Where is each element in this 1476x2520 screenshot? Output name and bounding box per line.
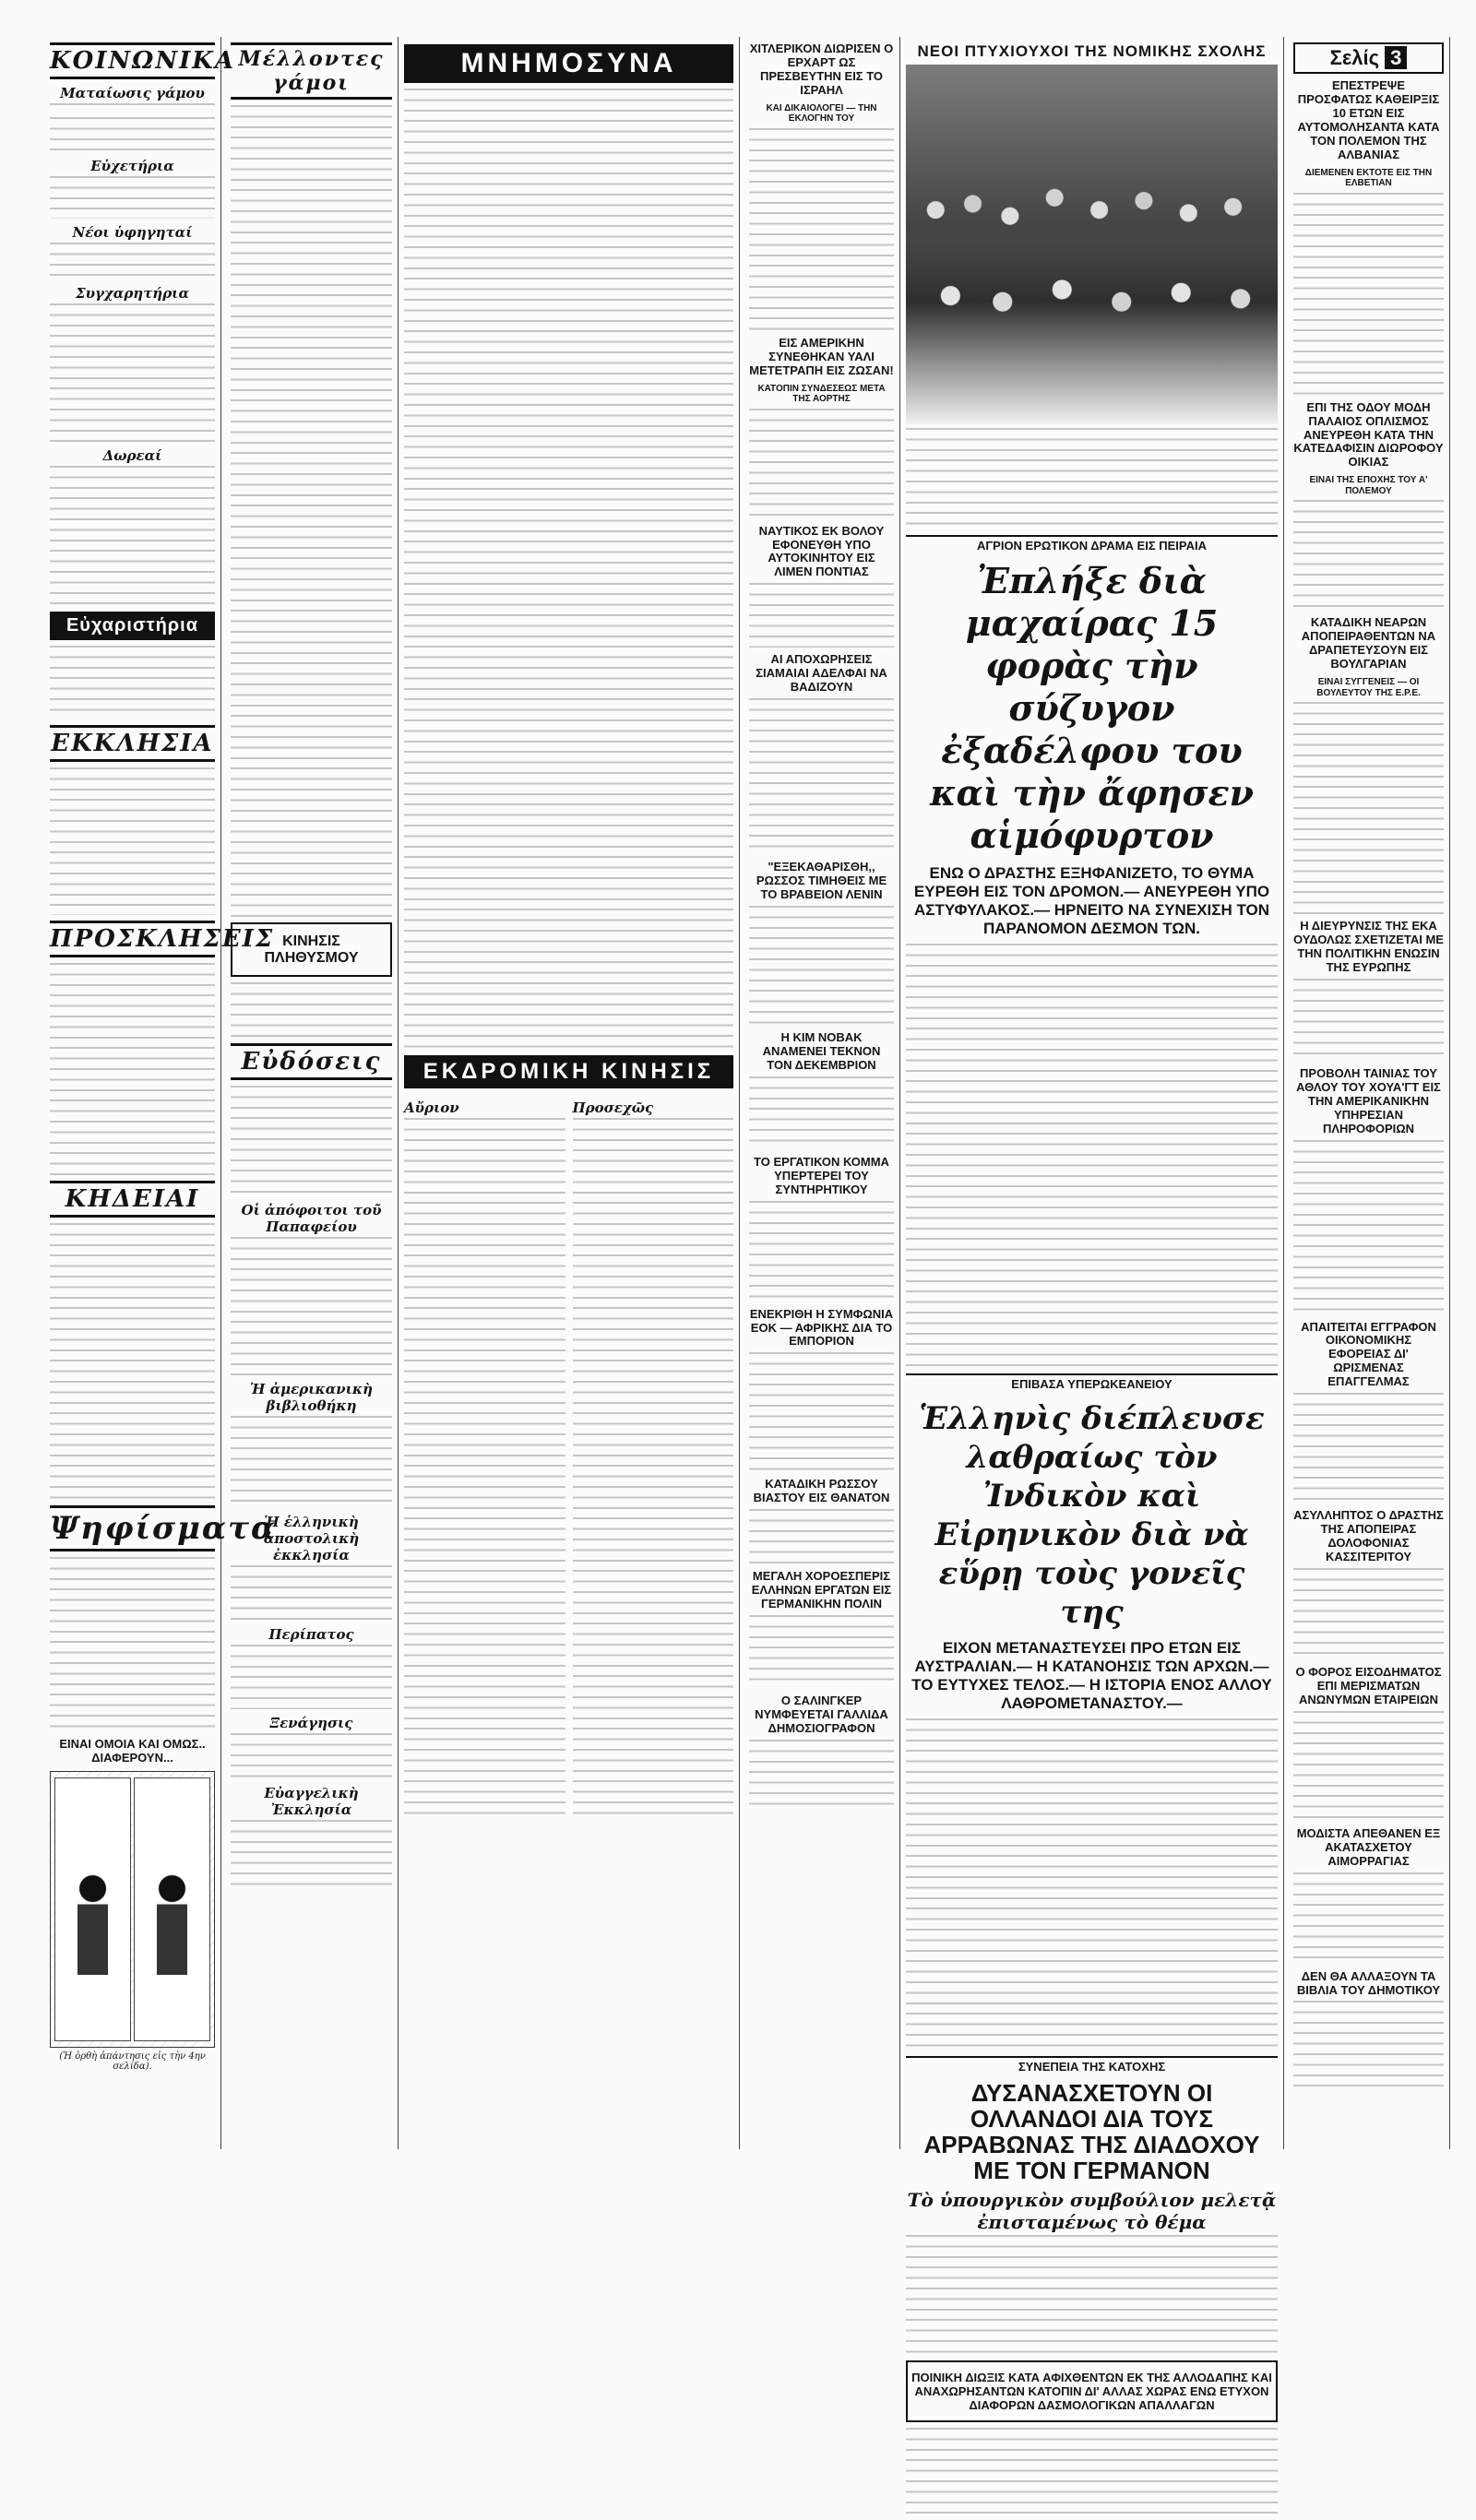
- headline-lenin-prize: "ΕΞΕΚΑΘΑΡΙΣΘΗ,, ΡΩΣΣΟΣ ΤΙΜΗΘΕΙΣ ΜΕ ΤΟ ΒΡΑΒΕΙΟΝ ΛΕΝΙΝ: [756, 860, 887, 901]
- body-text: [749, 1352, 894, 1472]
- heading-greetings: Εὐχετήρια: [90, 158, 174, 175]
- body-text: [1293, 1711, 1444, 1822]
- headline-death-sentence: ΚΑΤΑΔΙΚΗ ΡΩΣΣΟΥ ΒΙΑΣΤΟΥ ΕΙΣ ΘΑΝΑΤΟΝ: [753, 1477, 890, 1505]
- body-text: [50, 963, 215, 1175]
- page-number-box: [1293, 42, 1444, 74]
- headline-eec: ΕΝΕΚΡΙΘΗ Η ΣΥΜΦΩΝΙΑ ΕΟΚ — ΑΦΡΙΚΗΣ ΔΙΑ ΤΟ ΕΜΠΟΡΙΟΝ: [749, 1306, 894, 1349]
- cartoon-title: ΕΙΝΑΙ ΟΜΟΙΑ ΚΑΙ ΟΜΩΣ.. ΔΙΑΦΕΡΟΥΝ...: [59, 1737, 206, 1765]
- body-text: [404, 1118, 565, 1819]
- body-text: [231, 982, 392, 1038]
- body-text: [906, 944, 1278, 1368]
- body-text: [749, 906, 894, 1026]
- body-text: [50, 117, 215, 152]
- section-thanks: Εὐχαριστήρια: [50, 612, 215, 640]
- column-weddings: [225, 37, 399, 2149]
- body-text: [50, 243, 215, 279]
- body-text: [50, 303, 215, 442]
- body-text: [1293, 1872, 1444, 1965]
- headline-bulgaria: ΚΑΤΑΔΙΚΗ ΝΕΑΡΩΝ ΑΠΟΠΕΙΡΑΘΕΝΤΩΝ ΝΑ ΔΡΑΠΕΤΕΥΣΟΥΝ ΕΙΣ ΒΟΥΛΓΑΡΙΑΝ: [1301, 615, 1436, 672]
- headline-stowaway: Ἑλληνὶς διέπλευσε λαθραίως τὸν Ἰνδικὸν καὶ Εἰρηνικὸν διὰ νὰ εὕρῃ τοὺς γονεῖς της: [919, 1400, 1265, 1632]
- body-text: [231, 1645, 392, 1709]
- heading-upcoming: Προσεχῶς: [572, 1100, 654, 1116]
- box-customs: [906, 2360, 1278, 2422]
- body-text: [906, 1718, 1278, 2050]
- excursions-tomorrow: [404, 1094, 565, 1823]
- body-text: [749, 128, 894, 331]
- section-church: ΕΚΚΛΗΣΙΑ: [50, 725, 215, 762]
- body-text: [749, 1615, 894, 1689]
- headline-dutch: ΔΥΣΑΝΑΣΧΕΤΟΥΝ ΟΙ ΟΛΛΑΝΔΟΙ ΔΙΑ ΤΟΥΣ ΑΡΡΑΒΩΝΑΣ ΤΗΣ ΔΙΑΔΟΧΟΥ ΜΕ ΤΟΝ ΓΕΡΜΑΝΟΝ: [923, 2079, 1260, 2185]
- body-text: [749, 1509, 894, 1564]
- heading-donations: Δωρεαί: [102, 447, 162, 465]
- section-funerals: ΚΗΔΕΙΑΙ: [50, 1181, 215, 1218]
- body-text: [50, 1223, 215, 1500]
- headline-america: ΕΙΣ ΑΜΕΡΙΚΗΝ ΣΥΝΕΘΗΚΑΝ ΥΑΛΙ ΜΕΤΕΤΡΑΠΗ ΕΙΣ ΖΩΣΑΝ!: [749, 335, 894, 377]
- body-text: [50, 1557, 215, 1732]
- graduates-photo: [906, 65, 1278, 424]
- body-text: [906, 2235, 1278, 2355]
- column-memorials: [399, 37, 740, 2149]
- headline-labour: ΤΟ ΕΡΓΑΤΙΚΟΝ ΚΟΜΜΑ ΥΠΕΡΤΕΡΕΙ ΤΟΥ ΣΥΝΤΗΡΗΤΙΚΟΥ: [754, 1154, 889, 1196]
- column-main: [900, 37, 1284, 2413]
- column-right: [1288, 37, 1450, 2149]
- section-population: [231, 922, 392, 977]
- page-label: Σελίς: [1329, 46, 1380, 69]
- body-text: [1293, 1140, 1444, 1315]
- subhead-erhardt: ΚΑΙ ΔΙΚΑΙΟΛΟΓΕΙ — ΤΗΝ ΕΚΛΟΓΗΝ ΤΟΥ: [766, 102, 877, 125]
- body-text: [231, 105, 392, 917]
- body-text: [1293, 979, 1444, 1062]
- body-text: [749, 1740, 894, 1813]
- page-number: 3: [1385, 46, 1407, 69]
- body-text: [906, 2428, 1278, 2520]
- body-text: [404, 89, 733, 1048]
- section-koinonika: ΚΟΙΝΩΝΙΚΑ: [50, 42, 215, 79]
- cartoon-caption: (Ἡ ὀρθὴ ἀπάντησις εἰς τὴν 4ην σελίδα).: [59, 2051, 206, 2073]
- body-text: [50, 176, 215, 219]
- heading-population-movement: ΚΙΝΗΣΙΣ ΠΛΗΘΥΣΜΟΥ: [264, 933, 359, 967]
- headline-erhardt: ΧΙΤΛΕΡΙΚΟΝ ΔΙΩΡΙΣΕΝ Ο ΕΡΧΑΡΤ ΩΣ ΠΡΕΣΒΕΥΤΗΝ ΕΙΣ ΤΟ ΙΣΡΑΗΛ: [749, 42, 894, 97]
- headline-siamese: ΑΙ ΑΠΟΧΩΡΗΣΕΙΣ ΣΙΑΜΑΙΑΙ ΑΔΕΛΦΑΙ ΝΑ ΒΑΔΙΖΟΥΝ: [756, 652, 887, 695]
- body-text: [1293, 1568, 1444, 1660]
- headline-kim-novak: Η ΚΙΜ ΝΟΒΑΚ ΑΝΑΜΕΝΕΙ ΤΕΚΝΟΝ ΤΟΝ ΔΕΚΕΜΒΡΙΟΝ: [762, 1029, 881, 1072]
- body-text: [749, 1076, 894, 1150]
- headline-film: ΠΡΟΒΟΛΗ ΤΑΙΝΙΑΣ ΤΟΥ ΑΘΛΟΥ ΤΟΥ ΧΟΥΑ'ΓΤ ΕΙΣ ΤΗΝ ΑΜΕΡΙΚΑΝΙΚΗΝ ΥΠΗΡΕΣΙΑΝ ΠΛΗΡΟΦΟΡΙΩΝ: [1296, 1065, 1441, 1135]
- body-text: [1293, 500, 1444, 611]
- body-text: [573, 1118, 734, 1819]
- heading-walk: Περίπατος: [268, 1625, 354, 1643]
- body-text: [231, 1086, 392, 1196]
- section-invitations: ΠΡΟΣΚΛΗΣΕΙΣ: [50, 921, 215, 957]
- heading-tour: Ξενάγησις: [269, 1714, 353, 1731]
- section-excursions: ΕΚΔΡΟΜΙΚΗ ΚΙΝΗΣΙΣ: [404, 1055, 733, 1088]
- kicker-occupation: ΣΥΝΕΠΕΙΑ ΤΗΣ ΚΑΤΟΧΗΣ: [906, 2056, 1278, 2074]
- headline-dance: ΜΕΓΑΛΗ ΧΟΡΟΕΣΠΕΡΙΣ ΕΛΛΗΝΩΝ ΕΡΓΑΤΩΝ ΕΙΣ ΓΕΡΜΑΝΙΚΗΝ ΠΟΛΙΝ: [751, 1569, 892, 1611]
- excursions-row: [404, 1094, 733, 1823]
- cartoon-panel-left: [54, 1777, 131, 2041]
- subhead-stowaway: ΕΙΧΟΝ ΜΕΤΑΝΑΣΤΕΥΣΕΙ ΠΡΟ ΕΤΩΝ ΕΙΣ ΑΥΣΤΡΑΛΙΑΝ.— Η ΚΑΤΑΝΟΗΣΙΣ ΤΩΝ ΑΡΧΩΝ.— ΤΟ ΕΥΤΥΧΕΣ ΤΕΛΟΣ.— Η ΙΣΤΟΡΙΑ ΕΝΟΣ ΑΛΛΟΥ ΛΑΘΡΟΜΕΤΑΝΑΣΤΟΥ.—: [911, 1639, 1272, 1713]
- heading-tomorrow: Αὔριον: [404, 1100, 459, 1116]
- subhead-weapons: ΕΙΝΑΙ ΤΗΣ ΕΠΟΧΗΣ ΤΟΥ Α' ΠΟΛΕΜΟΥ: [1309, 475, 1428, 496]
- cartoon-panel-right: [134, 1777, 210, 2041]
- headline-textbooks: ΔΕΝ ΘΑ ΑΛΛΑΞΟΥΝ ΤΑ ΒΙΒΛΙΑ ΤΟΥ ΔΗΜΟΤΙΚΟΥ: [1296, 1968, 1441, 1997]
- headline-eca: Η ΔΙΕΥΡΥΝΣΙΣ ΤΗΣ ΕΚΑ ΟΥΔΟΛΩΣ ΣΧΕΤΙΖΕΤΑΙ ΜΕ ΤΗΝ ΠΟΛΙΤΙΚΗΝ ΕΝΩΣΙΝ ΤΗΣ ΕΥΡΩΠΗΣ: [1293, 919, 1444, 974]
- heading-new-lecturers: Νέοι ὑφηγηταί: [72, 224, 193, 242]
- headline-salinger: Ο ΣΑΛΙΝΓΚΕΡ ΝΥΜΦΕΥΕΤΑΙ ΓΑΛΛΙΔΑ ΔΗΜΟΣΙΟΓΡΑΦΟΝ: [755, 1694, 888, 1735]
- heading-evangelical-church: Εὐαγγελικὴ Ἐκκλησία: [264, 1784, 359, 1818]
- heading-american-library: Ἡ ἀμερικανικὴ βιβλιοθήκη: [249, 1380, 374, 1414]
- photo-title: ΝΕΟΙ ΠΤΥΧΙΟΥΧΟΙ ΤΗΣ ΝΟΜΙΚΗΣ ΣΧΟΛΗΣ: [917, 42, 1267, 60]
- section-memorials: ΜΝΗΜΟΣΥΝΑ: [404, 44, 733, 83]
- section-announcements: Εὐδόσεις: [231, 1043, 392, 1080]
- subhead-dutch: Τὸ ὑπουργικὸν συμβούλιον μελετᾷ ἐπισταμένως τὸ θέμα: [907, 2189, 1277, 2234]
- body-text: [231, 1565, 392, 1621]
- headline-assassination: ΑΣΥΛΛΗΠΤΟΣ Ο ΔΡΑΣΤΗΣ ΤΗΣ ΑΠΟΠΕΙΡΑΣ ΔΟΛΟΦΟΝΙΑΣ ΚΑΣΣΙΤΕΡΙΤΟΥ: [1293, 1508, 1444, 1563]
- heading-greek-church: Ἡ ἑλληνικὴ ἀποστολικὴ ἐκκλησία: [263, 1513, 360, 1563]
- headline-albania: ΕΠΕΣΤΡΕΨΕ ΠΡΟΣΦΑΤΩΣ ΚΑΘΕΙΡΞΙΣ 10 ΕΤΩΝ ΕΙΣ ΑΥΤΟΜΟΛΗΣΑΝΤΑ ΚΑΤΑ ΤΟΝ ΠΟΛΕΜΟΝ ΤΗΣ ΑΛΒΑΝΙΑΣ: [1297, 78, 1440, 161]
- body-text: [50, 466, 215, 604]
- subhead-stabbing: ΕΝΩ Ο ΔΡΑΣΤΗΣ ΕΞΗΦΑΝΙΖΕΤΟ, ΤΟ ΘΥΜΑ ΕΥΡΕΘΗ ΕΙΣ ΤΟΝ ΔΡΟΜΟΝ.— ΑΝΕΥΡΕΘΗ ΥΠΟ ΑΣΤΥΦΥΛΑΚΟΣ.— ΗΡΝΕΙΤΟ ΝΑ ΣΥΝΕΧΙΣΗ ΤΟΝ ΠΑΡΑΝΟΜΟΝ ΔΕΣΜΟΝ ΤΩΝ.: [913, 864, 1270, 938]
- headline-stabbing: Ἐπλήξε διὰ μαχαίρας 15 φορὰς τὴν σύζυγον ἐξαδέλφου του καὶ τὴν ἄφησεν αἱμόφυρτον: [930, 560, 1254, 857]
- body-text: [231, 1416, 392, 1508]
- headline-weapons: ΕΠΙ ΤΗΣ ΟΔΟΥ ΜΟΔΗ ΠΑΛΑΙΟΣ ΟΠΛΙΣΜΟΣ ΑΝΕΥΡΕΘΗ ΚΑΤΑ ΤΗΝ ΚΑΤΕΔΑΦΙΣΙΝ ΔΙΩΡΟΦΟΥ ΟΙΚΙΑΣ: [1293, 399, 1444, 470]
- body-text: [749, 409, 894, 519]
- body-text: [231, 1820, 392, 1894]
- heading-graduates: Οἱ ἀπόφοιτοι τοῦ Παπαφείου: [241, 1201, 382, 1235]
- body-text: [50, 103, 215, 113]
- headline-customs: ΠΟΙΝΙΚΗ ΔΙΩΞΙΣ ΚΑΤΑ ΑΦΙΧΘΕΝΤΩΝ ΕΚ ΤΗΣ ΑΛΛΟΔΑΠΗΣ ΚΑΙ ΑΝΑΧΩΡΗΣΑΝΤΩΝ ΚΑΤΟΠΙΝ ΔΙ' ΑΛΛΑΣ ΧΩΡΑΣ ΕΝΩ ΕΤΥΧΟΝ ΔΙΑΦΟΡΩΝ ΔΑΣΜΟΛΟΓΙΚΩΝ ΑΠΑΛΛΑΓΩΝ: [911, 2371, 1272, 2413]
- subhead-albania: ΔΙΕΜΕΝΕΝ ΕΚΤΟΤΕ ΕΙΣ ΤΗΝ ΕΛΒΕΤΙΑΝ: [1304, 167, 1433, 189]
- subhead-america: ΚΑΤΟΠΙΝ ΣΥΝΔΕΣΕΩΣ ΜΕΤΑ ΤΗΣ ΑΟΡΤΗΣ: [757, 383, 886, 405]
- kicker-ocean: ΕΠΙΒΑΣΑ ΥΠΕΡΩΚΕΑΝΕΙΟΥ: [906, 1373, 1278, 1392]
- body-text: [50, 767, 215, 915]
- body-text: [50, 646, 215, 719]
- section-resolutions: Ψηφίσματα: [50, 1505, 215, 1551]
- body-text: [1293, 2001, 1444, 2093]
- column-news: [744, 37, 900, 2149]
- body-text: [231, 1733, 392, 1779]
- excursions-upcoming: [573, 1094, 734, 1823]
- photo-caption-text: [906, 428, 1278, 529]
- body-text: [231, 1237, 392, 1375]
- kicker-piraeus: ΑΓΡΙΟΝ ΕΡΩΤΙΚΟΝ ΔΡΑΜΑ ΕΙΣ ΠΕΙΡΑΙΑ: [906, 535, 1278, 553]
- body-text: [1293, 1393, 1444, 1504]
- heading-cancelled-wedding: Ματαίωσις γάμου: [60, 85, 205, 101]
- body-text: [749, 583, 894, 648]
- body-text: [749, 698, 894, 855]
- subhead-bulgaria: ΕΙΝΑΙ ΣΥΓΓΕΝΕΙΣ — ΟΙ ΒΟΥΛΕΥΤΟΥ ΤΗΣ Ε.Ρ.Ε.: [1316, 677, 1421, 698]
- column-social: [44, 37, 278, 2149]
- headline-seamstress: ΜΟΔΙΣΤΑ ΑΠΕΘΑΝΕΝ ΕΞ ΑΚΑΤΑΣΧΕΤΟΥ ΑΙΜΟΡΡΑΓΙΑΣ: [1296, 1825, 1441, 1868]
- body-text: [1293, 702, 1444, 914]
- cartoon-illustration: [50, 1771, 215, 2048]
- headline-income-tax: Ο ΦΟΡΟΣ ΕΙΣΟΔΗΜΑΤΟΣ ΕΠΙ ΜΕΡΙΣΜΑΤΩΝ ΑΝΩΝΥΜΩΝ ΕΤΑΙΡΕΙΩΝ: [1295, 1664, 1442, 1706]
- headline-tax-office: ΑΠΑΙΤΕΙΤΑΙ ΕΓΓΡΑΦΟΝ ΟΙΚΟΝΟΜΙΚΗΣ ΕΦΟΡΕΙΑΣ ΔΙ' ΩΡΙΣΜΕΝΑΣ ΕΠΑΓΓΕΛΜΑΣ: [1301, 1319, 1436, 1389]
- heading-congratulations: Συγχαρητήρια: [76, 285, 189, 303]
- body-text: [1293, 193, 1444, 396]
- headline-sailor: ΝΑΥΤΙΚΟΣ ΕΚ ΒΟΛΟΥ ΕΦΟΝΕΥΘΗ ΥΠΟ ΑΥΤΟΚΙΝΗΤΟΥ ΕΙΣ ΛΙΜΕΝ ΠΟΝΤΙΑΣ: [758, 523, 885, 579]
- body-text: [749, 1201, 894, 1302]
- section-upcoming-weddings: Μέλλοντες γάμοι: [231, 42, 392, 100]
